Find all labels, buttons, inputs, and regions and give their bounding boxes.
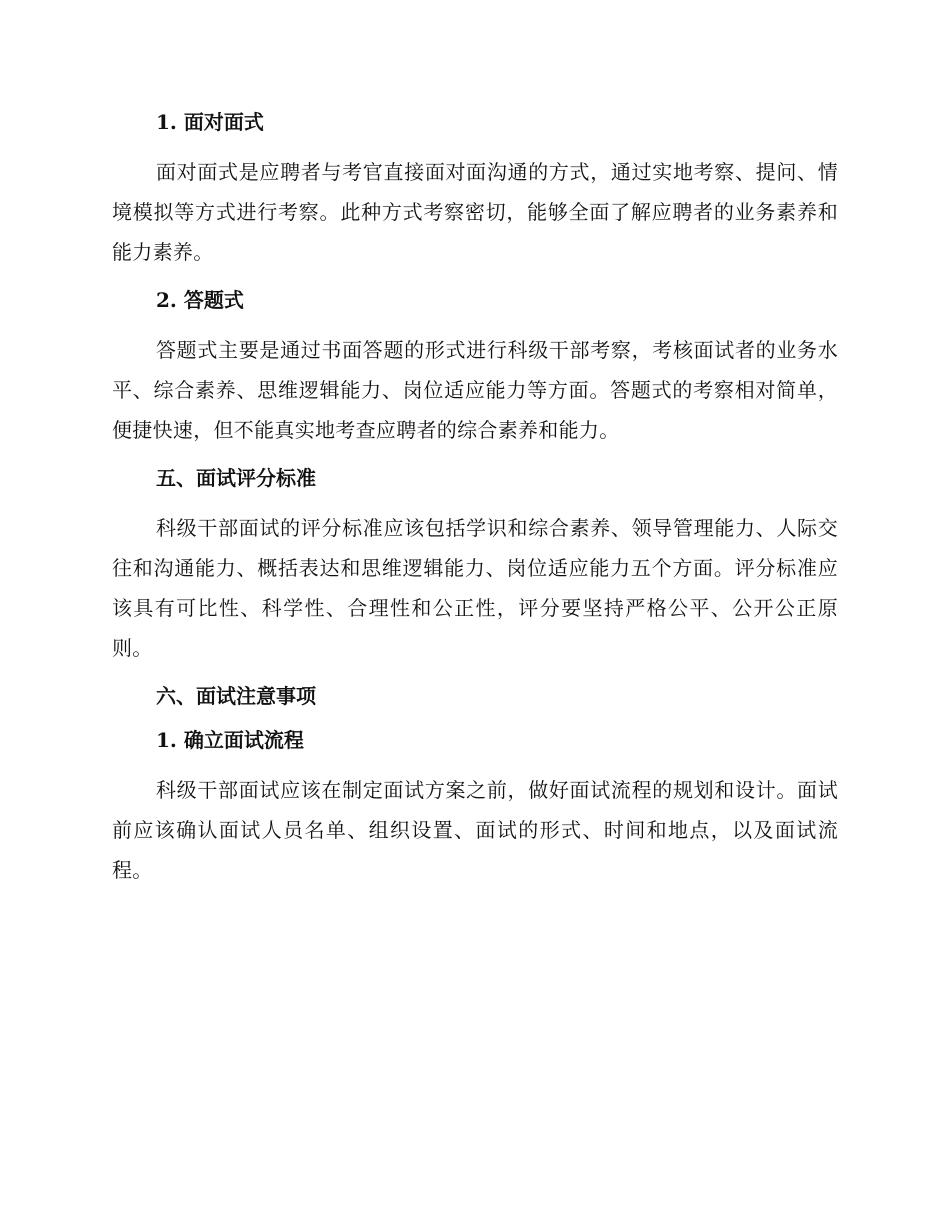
section-paragraph: 科级干部面试的评分标准应该包括学识和综合素养、领导管理能力、人际交往和沟通能力、概括表达和思维逻辑能力、岗位适应能力五个方面。评分标准应该具有可比性、科学性、合理性和公正性，评分要坚持严格公平、公开公正原则。: [112, 516, 838, 660]
section-paragraph: 面对面式是应聘者与考官直接面对面沟通的方式，通过实地考察、提问、情境模拟等方式进行考察。此种方式考察密切，能够全面了解应聘者的业务素养和能力素养。: [112, 160, 838, 264]
section-heading: 2. 答题式: [156, 288, 244, 312]
section-heading: 六、面试注意事项: [156, 684, 316, 708]
section-heading: 五、面试评分标准: [156, 466, 316, 490]
section-paragraph: 答题式主要是通过书面答题的形式进行科级干部考察，考核面试者的业务水平、综合素养、思维逻辑能力、岗位适应能力等方面。答题式的考察相对简单，便捷快速，但不能真实地考查应聘者的综合素养和能力。: [112, 338, 838, 442]
section-heading: 1. 面对面式: [156, 110, 264, 134]
section-heading: 1. 确立面试流程: [156, 728, 304, 752]
section-paragraph: 科级干部面试应该在制定面试方案之前，做好面试流程的规划和设计。面试前应该确认面试人员名单、组织设置、面试的形式、时间和地点，以及面试流程。: [112, 778, 838, 882]
